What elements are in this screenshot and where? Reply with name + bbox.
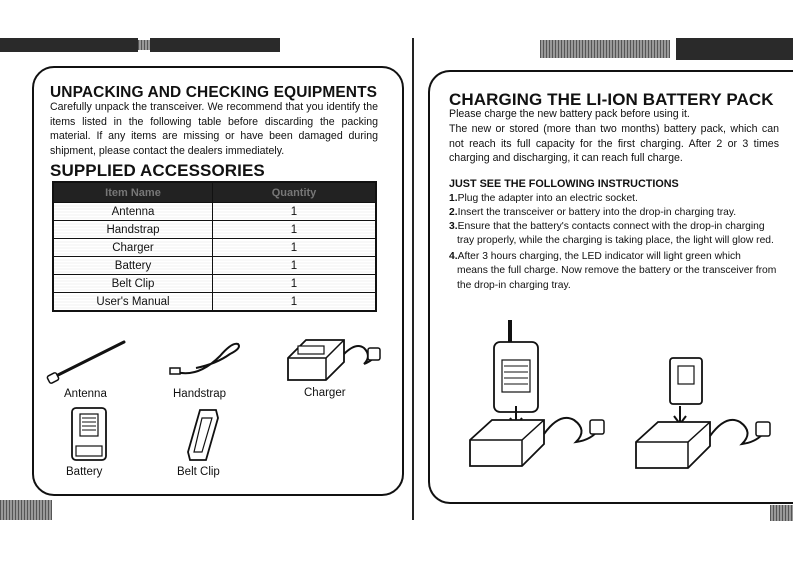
item-name: User's Manual [53, 293, 213, 312]
step-text: Ensure that the battery's contacts connect with the drop-in charging [457, 221, 765, 232]
handstrap-illustration [168, 334, 248, 384]
accessories-table [52, 181, 377, 312]
table-row [53, 257, 376, 275]
instruction-step-3 [449, 220, 783, 249]
antenna-illustration [44, 336, 134, 386]
charging-title: CHARGING THE LI-ION BATTERY PACK [449, 90, 774, 109]
step-number: 1. [449, 193, 458, 204]
table-row [53, 221, 376, 239]
step-text-cont: means the full charge. Now remove the battery or the transceiver from the drop-in charging tray. [457, 265, 777, 291]
handstrap-caption: Handstrap [173, 388, 227, 400]
step-text-cont: tray properly, while the charging is taking place, the light will glow red. [457, 235, 774, 247]
charging-intro-1: Please charge the new battery pack before using it. [449, 108, 690, 120]
item-name: Charger [53, 239, 213, 257]
table-row [53, 293, 376, 312]
battery-caption: Battery [66, 466, 103, 478]
instruction-step-4 [449, 250, 779, 293]
charging-intro-2: The new or stored (more than two months) battery pack, which can not reach its full capacity for the first charging. After 2 or 3 times charging and discharging, it can reach full charge. [449, 123, 779, 165]
battery-illustration [66, 404, 112, 464]
table-row [53, 275, 376, 293]
table-header-row [53, 182, 376, 203]
beltclip-illustration [180, 404, 226, 464]
step-text: Plug the adapter into an electric socket. [457, 193, 638, 204]
step-text: After 3 hours charging, the LED indicator will light green which [457, 251, 741, 262]
header-item-name: Item Name [53, 182, 213, 203]
instructions-title: JUST SEE THE FOLLOWING INSTRUCTIONS [449, 178, 679, 190]
header-bar-left-texture [138, 40, 150, 50]
item-quantity: 1 [213, 239, 377, 257]
table-row [53, 239, 376, 257]
header-bar-right [676, 38, 793, 60]
item-quantity: 1 [213, 257, 377, 275]
step-number: 2. [449, 207, 458, 218]
table-row [53, 203, 376, 221]
beltclip-caption: Belt Clip [177, 466, 220, 478]
item-name: Handstrap [53, 221, 213, 239]
step-number: 4. [449, 251, 458, 262]
header-quantity: Quantity [213, 182, 377, 203]
battery-in-charger-illustration [630, 352, 780, 477]
step-text: Insert the transceiver or battery into the drop-in charging tray. [457, 207, 737, 218]
item-quantity: 1 [213, 221, 377, 239]
footer-bar-right [770, 505, 793, 521]
instruction-step-1 [449, 192, 781, 206]
header-bar-left [0, 38, 138, 52]
charger-illustration [284, 330, 384, 386]
footer-bar-left [0, 500, 52, 520]
charger-caption: Charger [304, 387, 346, 399]
unpacking-title: UNPACKING AND CHECKING EQUIPMENTS [50, 84, 378, 101]
header-bar-right-texture [540, 40, 670, 58]
item-name: Antenna [53, 203, 213, 221]
item-quantity: 1 [213, 293, 377, 312]
radio-in-charger-illustration [464, 316, 614, 476]
item-quantity: 1 [213, 203, 377, 221]
accessories-title: SUPPLIED ACCESSORIES [50, 161, 265, 180]
item-name: Belt Clip [53, 275, 213, 293]
antenna-caption: Antenna [64, 388, 107, 400]
item-quantity: 1 [213, 275, 377, 293]
header-bar-middle [150, 38, 280, 52]
page-spine [412, 38, 414, 520]
unpacking-intro: Carefully unpack the transceiver. We recommend that you identify the items listed in the following table before discarding the packing material. If any items are missing or have been damaged during shipment, please contact the dealers immediately. [50, 101, 378, 157]
instruction-step-2 [449, 206, 781, 220]
step-number: 3. [449, 221, 458, 232]
item-name: Battery [53, 257, 213, 275]
